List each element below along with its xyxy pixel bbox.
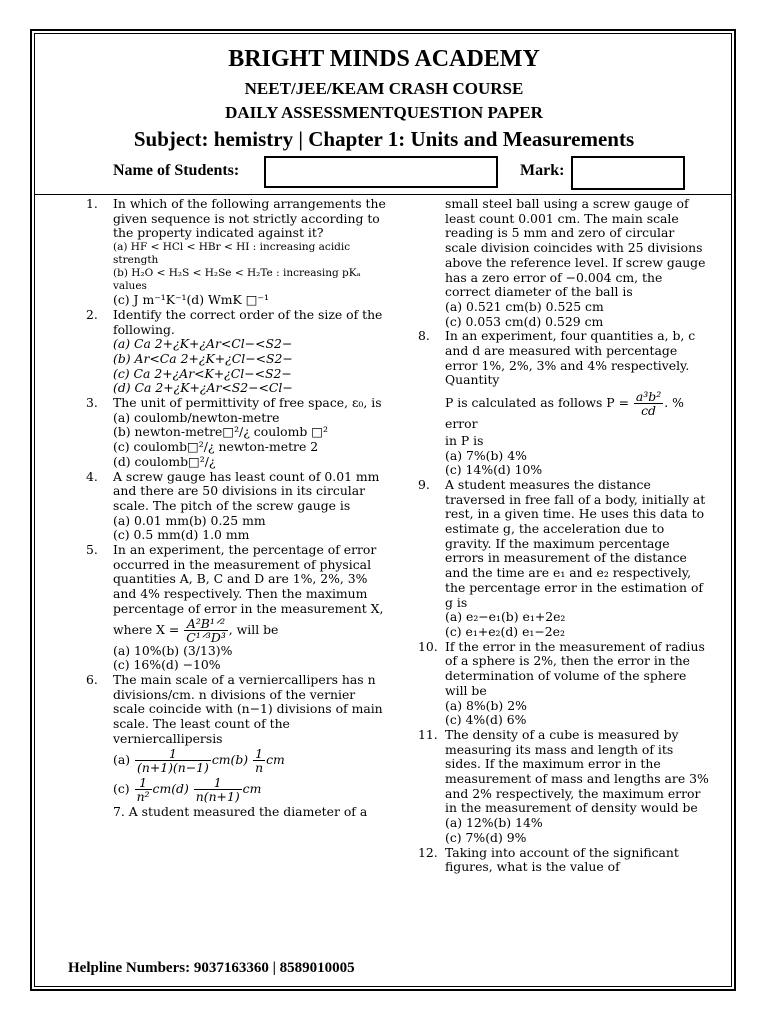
question-text: The unit of permittivity of free space, ε₀, is bbox=[113, 395, 382, 411]
fraction-numerator: A²B¹ᐟ² bbox=[184, 617, 228, 631]
option-c-label: (c) bbox=[113, 780, 130, 796]
question-7-start bbox=[86, 805, 386, 820]
question-text: In an experiment, the percentage of error occurred in the measurement of physical quantities A, B, C and D are 1%, 2%, 3% and 4% respectively. Then the maximum percentage of error in the measurement X, bbox=[113, 542, 384, 616]
question-number: 5. bbox=[86, 542, 98, 558]
question-number: 9. bbox=[418, 476, 430, 492]
fraction-denominator: C¹ᐟ³D³ bbox=[186, 629, 226, 645]
question-text: The main scale of a verniercallipers has n divisions/cm. n divisions of the vernier scale coincide with (n−1) divisions of main scale. The least count of the verniercallipersis bbox=[113, 671, 383, 746]
option-c-fraction bbox=[135, 776, 152, 803]
option-cd: (c) 0.053 cm(d) 0.529 cm bbox=[445, 313, 604, 329]
option-b: (b) Ar<Ca 2+¿K+¿Cl−<S2− bbox=[113, 350, 293, 366]
option-a-unit: cm(b) bbox=[211, 751, 249, 767]
fraction-denominator: cd bbox=[641, 403, 656, 419]
question-text: Identify the correct order of the size of the following. bbox=[113, 306, 383, 337]
helpline-footer: Helpline Numbers: 9037163360 | 8589010005 bbox=[68, 960, 355, 976]
fraction-numerator: 1 bbox=[135, 747, 211, 761]
option-b: (b) H₂O < H₂S < H₂Se < H₂Te : increasing pKₐ values bbox=[113, 267, 361, 293]
question-text: Taking into account of the significant figures, what is the value of bbox=[445, 844, 679, 875]
question-number: 4. bbox=[86, 468, 98, 484]
header-divider bbox=[34, 194, 732, 195]
question-5 bbox=[86, 543, 386, 673]
question-text: small steel ball using a screw gauge of least count 0.001 cm. The main scale reading is 5 mm and zero of circular scale division coincides with 25 divisions above the reference level. If screw gauge has a zero error of −0.004 cm, the correct diameter of the ball is bbox=[445, 196, 706, 300]
student-name-field[interactable] bbox=[264, 156, 498, 188]
question-4 bbox=[86, 470, 386, 544]
question-tail: in P is bbox=[445, 432, 484, 448]
question-number: 8. bbox=[418, 328, 430, 344]
question-text: If the error in the measurement of radius of a sphere is 2%, then the error in the determination of volume of the sphere will be bbox=[445, 638, 705, 698]
formula-fraction bbox=[184, 617, 228, 644]
fraction-denominator: (n+1)(n−1) bbox=[137, 759, 209, 775]
paper-title: DAILY ASSESSMENTQUESTION PAPER bbox=[225, 103, 543, 122]
option-ab: (a) 0.01 mm(b) 0.25 mm bbox=[113, 512, 266, 528]
mark-field[interactable] bbox=[571, 156, 685, 190]
right-column bbox=[418, 197, 710, 875]
question-11 bbox=[418, 728, 710, 846]
fraction-numerator: 1 bbox=[135, 776, 152, 790]
formula-pre: P is calculated as follows P = bbox=[445, 395, 629, 411]
question-3 bbox=[86, 396, 386, 470]
question-number: 12. bbox=[418, 844, 438, 860]
option-d-fraction bbox=[194, 776, 242, 803]
fraction-numerator: 1 bbox=[194, 776, 242, 790]
fraction-denominator: n(n+1) bbox=[195, 788, 240, 804]
question-12 bbox=[418, 846, 710, 875]
left-column bbox=[86, 197, 386, 819]
fraction-numerator: 1 bbox=[253, 747, 265, 761]
question-8 bbox=[418, 329, 710, 478]
formula-line bbox=[445, 390, 710, 432]
option-c: (c) Ca 2+¿Ar<K+¿Cl−<S2− bbox=[113, 365, 292, 381]
option-d: (d) coulomb□²/¿ bbox=[113, 453, 216, 469]
option-cd: (c) 0.5 mm(d) 1.0 mm bbox=[113, 527, 250, 543]
question-text: In an experiment, four quantities a, b, c and d are measured with percentage error 1%, 2%, 3% and 4% respectively. Quantity bbox=[445, 328, 696, 388]
option-ab: (a) 0.521 cm(b) 0.525 cm bbox=[445, 298, 604, 314]
question-7-cont bbox=[418, 197, 710, 329]
mark-label: Mark: bbox=[520, 162, 565, 179]
course-title: NEET/JEE/KEAM CRASH COURSE bbox=[244, 79, 524, 98]
question-text: 7. A student measured the diameter of a bbox=[113, 803, 368, 819]
option-a: (a) Ca 2+¿K+¿Ar<Cl−<S2− bbox=[113, 336, 293, 352]
question-9 bbox=[418, 478, 710, 640]
fraction-denominator: n bbox=[255, 759, 264, 775]
option-ab: (a) 12%(b) 14% bbox=[445, 815, 543, 831]
question-text: The density of a cube is measured by measuring its mass and length of its sides. If the maximum error in the measurement of mass and lengths are 3% and 2% respectively, the maximum error in the measurement of density would be bbox=[445, 726, 709, 816]
question-number: 10. bbox=[418, 638, 438, 654]
option-ab: (a) 10%(b) (3/13)% bbox=[113, 642, 233, 658]
option-ab: (a) 8%(b) 2% bbox=[445, 697, 527, 713]
option-a-label: (a) bbox=[113, 751, 131, 767]
question-6 bbox=[86, 673, 386, 803]
option-a-fraction bbox=[135, 747, 211, 774]
option-b-fraction bbox=[253, 747, 265, 774]
question-1 bbox=[86, 197, 386, 308]
question-2 bbox=[86, 308, 386, 396]
formula-where: where X = bbox=[113, 621, 180, 637]
subject-line: Subject: hemistry | Chapter 1: Units and Measurements bbox=[133, 127, 635, 151]
option-b: (b) newton-metre□²/¿ coulomb □² bbox=[113, 424, 328, 440]
option-cd: (c) 16%(d) −10% bbox=[113, 657, 221, 673]
option-c: (c) coulomb□²/¿ newton-metre 2 bbox=[113, 439, 319, 455]
option-a: (a) HF < HCl < HBr < HI : increasing acidic strength bbox=[113, 241, 351, 267]
student-info-row bbox=[0, 156, 768, 192]
fraction-denominator: n² bbox=[136, 788, 150, 804]
question-number: 11. bbox=[418, 726, 438, 742]
question-number: 3. bbox=[86, 395, 98, 411]
question-text: A student measures the distance traversed in free fall of a body, initially at rest, in a given time. He uses this data to estimate g, the acceleration due to gravity. If the maximum percentage errors in measurement of the distance and the time are e₁ and e₂ respectively, the percentage error in the estimation of g is bbox=[445, 476, 706, 610]
option-cd: (c) J m⁻¹K⁻¹(d) WmK □⁻¹ bbox=[113, 292, 269, 308]
question-10 bbox=[418, 640, 710, 728]
academy-title: BRIGHT MINDS ACADEMY bbox=[228, 46, 540, 72]
option-cd: (c) 4%(d) 6% bbox=[445, 712, 527, 728]
option-d: (d) Ca 2+¿K+¿Ar<S2−<Cl− bbox=[113, 380, 293, 396]
option-cd bbox=[113, 776, 386, 803]
option-cd: (c) e₁+e₂(d) e₁−2e₂ bbox=[445, 623, 565, 639]
question-number: 2. bbox=[86, 306, 98, 322]
option-cd: (c) 14%(d) 10% bbox=[445, 462, 543, 478]
option-ab bbox=[113, 747, 386, 774]
formula-fraction bbox=[634, 390, 663, 417]
option-a: (a) coulomb/newton-metre bbox=[113, 409, 280, 425]
question-number: 6. bbox=[86, 671, 98, 687]
fraction-numerator: a³b² bbox=[635, 389, 662, 405]
question-text: In which of the following arrangements the given sequence is not strictly according to the property indicated against it? bbox=[113, 196, 386, 241]
option-ab: (a) e₂−e₁(b) e₁+2e₂ bbox=[445, 609, 566, 625]
formula-post: . % error bbox=[445, 395, 684, 432]
formula-tail: , will be bbox=[228, 621, 279, 637]
option-c-unit: cm(d) bbox=[152, 780, 189, 796]
option-b-unit: cm bbox=[266, 751, 285, 767]
name-label: Name of Students: bbox=[113, 162, 240, 179]
question-number: 1. bbox=[86, 196, 98, 211]
question-text: A screw gauge has least count of 0.01 mm and there are 50 divisions in its circular scale. The pitch of the screw gauge is bbox=[113, 468, 380, 513]
formula-line bbox=[113, 617, 386, 644]
option-cd: (c) 7%(d) 9% bbox=[445, 829, 527, 845]
option-d-unit: cm bbox=[242, 780, 262, 796]
option-ab: (a) 7%(b) 4% bbox=[445, 447, 527, 463]
